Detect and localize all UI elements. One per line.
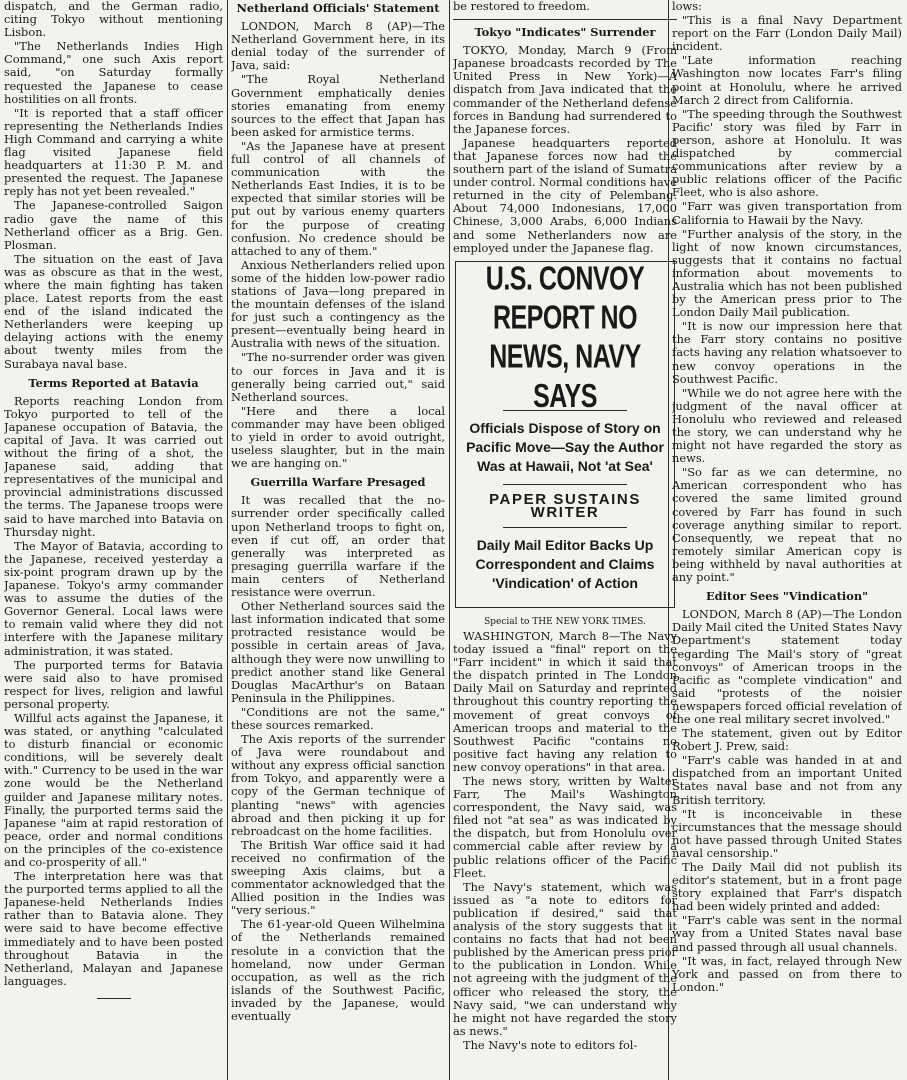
paragraph: TOKYO, Monday, March 9 (From Japanese broadcasts recorded by The United Press in New York)—A dispatch from Java indicated that the commander of the Netherland defense forces in Bandung had surrendered to the Japanese forces. xyxy=(453,43,677,136)
column-3 xyxy=(453,0,677,1080)
paragraph: lows: xyxy=(672,0,702,13)
paragraph: The Axis reports of the surrender of Java were roundabout and without any express official sanction from Tokyo, and apparently were a copy of the German technique of planting "news" with agencies abroad and then picking it up for rebroadcast on the home facilities. xyxy=(231,732,445,838)
paragraph: Anxious Netherlanders relied upon some of the hidden low-power radio stations of Java—long prepared in the mountain defenses of the island for just such a contingency as the present—eventually being heard in Australia with news of the situation. xyxy=(231,257,445,351)
paragraph: "Late information reaching Washington now locates Farr's filing point at Honolulu, where he arrived March 2 direct from California. xyxy=(672,53,902,107)
paragraph: "The Royal Netherland Government emphatically denies stories emanating from enemy sources to the effect that Japan has been asked for armistice terms. xyxy=(231,72,445,139)
headline-box xyxy=(455,261,675,608)
paragraph: The news story, written by Walter Farr, The Mail's Washington correspondent, the Navy said, was filed not "at sea" as was indicated by the dispatch, but from Honolulu over commercial cable after review by a public relations officer of the Pacific Fleet. xyxy=(453,774,677,880)
paragraph: The Japanese-controlled Saigon radio gave the name of this Netherland officer as a Brig. Gen. Plosman. xyxy=(4,198,223,252)
paragraph: The 61-year-old Queen Wilhelmina of the Netherlands remained resolute in a conviction that the homeland, now under German occupation, as well as the rich islands of the Southwest Pacific, invaded by the Japanese, would eventually xyxy=(231,917,445,1024)
column-4 xyxy=(672,0,902,1080)
paragraph: "It is reported that a staff officer representing the Netherlands Indies High Command and carrying a white flag visited Japanese field headquarters at 11:30 P. M. and presented the request. The Japanese reply has not yet been revealed." xyxy=(4,105,223,199)
paragraph: The Navy's note to editors fol- xyxy=(463,1037,638,1052)
paragraph: "It was, in fact, relayed through New York and passed on from there to London." xyxy=(672,953,902,994)
paragraph: The Navy's statement, which was issued as "a note to editors for publication if desired," said that analysis of the story suggests that it contains no facts that had not been published by the American press prior to the publication in London. While not agreeing with the judgment of the officer who released the story, the Navy said, "we can understand why he might not have regarded the story as news." xyxy=(453,879,677,1038)
paragraph: Japanese headquarters reported that Japanese forces now had the southern part of the island of Sumatra under control. Normal conditions have returned in the city of Pelembang. About 74,000 Indonesians, 17,000 Chinese, 3,000 Arabs, 6,000 Indians and some Netherlanders now are employed under the Japanese flag. xyxy=(453,135,677,255)
paragraph: "The speeding through the Southwest Pacific' story was filed by Farr in person, ashore at Honolulu. It was dispatched by commercial communications after review by a public relations officer of the Pacific Fleet, who is also ashore. xyxy=(672,106,902,200)
paragraph: The purported terms for Batavia were said also to have promised respect for lives, religion and lawful personal property. xyxy=(4,657,223,711)
paragraph: "Farr's cable was sent in the normal way from a United States naval base and passed through all usual channels. xyxy=(672,913,902,954)
end-rule xyxy=(97,998,131,999)
paragraph: "The no-surrender order was given to our forces in Java and it is generally being carried out," said Netherland sources. xyxy=(231,350,445,404)
paragraph: The statement, given out by Editor Robert J. Prew, said: xyxy=(672,726,902,754)
deck-rule xyxy=(503,484,627,485)
subheading: Guerrilla Warfare Presaged xyxy=(250,475,426,490)
paragraph: be restored to freedom. xyxy=(453,0,590,13)
subheading: Netherland Officials' Statement xyxy=(236,1,440,15)
paragraph: "This is a final Navy Department report on the Farr (London Daily Mail) incident. xyxy=(672,13,902,54)
paragraph: "While we do not agree here with the judgment of the naval officer at Honolulu who reviewed and released the story, we can understand why he might not have regarded the story as news. xyxy=(672,385,902,466)
paragraph: The British War office said it had received no confirmation of the sweeping Axis claims, but a commentator acknowledged that the Allied position in the Indies was "very serious." xyxy=(231,837,445,918)
special-credit: Special to THE NEW YORK TIMES. xyxy=(484,616,646,627)
deck-headline: Officials Dispose of Story on Pacific Move—Say the Author Was at Hawaii, Not 'at Sea' xyxy=(466,419,664,474)
section-rule xyxy=(453,19,677,20)
paragraph: LONDON, March 8 (AP)—The Netherland Government here, in its denial today of the surrender of Java, said: xyxy=(231,19,445,73)
column-2 xyxy=(231,0,445,1080)
paragraph: "As the Japanese have at present full control of all channels of communication with the Netherlands East Indies, it is to be expected that similar stories will be put out by various enemy quarters for the purpose of creating confusion. No credence should be attached to any of them." xyxy=(231,138,445,258)
deck-headline: Daily Mail Editor Backs Up Correspondent and Claims 'Vindication' of Action xyxy=(475,536,655,591)
paragraph: "Conditions are not the same," these sources remarked. xyxy=(231,704,445,732)
deck-headline: PAPER SUSTAINS WRITER xyxy=(489,490,641,521)
subheading: Tokyo "Indicates" Surrender xyxy=(474,25,656,40)
paragraph: Reports reaching London from Tokyo purported to tell of the Japanese occupation of Batavia, the capital of Java. It was carried out without the firing of a shot, the Japanese said, adding that representatives of the municipal and provincial administrations discussed the terms. The Japanese troops were said to have marched into Batavia on Thursday night. xyxy=(4,393,223,539)
paragraph: "Farr's cable was handed in at and dispatched from an important United States naval base and not from any British territory. xyxy=(672,753,902,807)
column-rule xyxy=(449,0,450,1080)
subheading: Editor Sees "Vindication" xyxy=(705,589,869,604)
paragraph: Willful acts against the Japanese, it was stated, or anything "calculated to disturb financial or economic conditions, will be severely dealt with." Currency to be used in the war zone would be the Netherland guilder and Japanese military notes. Finally, the purported terms said the Japanese "aim at rapid restoration of peace, order and normal conditions on the principles of the co-existence and co-prosperity of all." xyxy=(4,710,223,869)
column-rule xyxy=(227,0,228,1080)
paragraph: "It is now our impression here that the Farr story contains no positive facts having any relation whatsoever to new convoy operations in the Southwest Pacific. xyxy=(672,319,902,386)
paragraph: The interpretation here was that the purported terms applied to all the Japanese-held Netherlands Indies rather than to Batavia alone. They were said to have become effective immediately and to have been posted throughout Batavia in the Netherland, Malayan and Japanese languages. xyxy=(4,869,223,988)
subheading: Terms Reported at Batavia xyxy=(28,375,199,390)
paragraph: "The Netherlands Indies High Command," one such Axis report said, "on Saturday formally requested the Japanese to cease hostilities on all fronts. xyxy=(4,39,223,106)
paragraph: "So far as we can determine, no American correspondent who has covered the same limited ground covered by Farr has found in such coverage anything similar to report. Consequently, we repeat that no remotely similar American copy is being withheld by naval authorities at any point." xyxy=(672,465,902,585)
main-headline: U.S. CONVOY REPORT NO NEWS, NAVY SAYS xyxy=(485,259,645,415)
deck-rule xyxy=(503,527,627,528)
paragraph: "Here and there a local commander may have been obliged to yield in order to avoid outright, useless slaughter, but in the main we are hanging on." xyxy=(231,403,445,471)
paragraph: LONDON, March 8 (AP)—The London Daily Mail cited the United States Navy Department's statement today regarding The Mail's story of "great convoys" of American troops in the Pacific as "complete vindication" and said "protests of the noisier newspapers forced official revelation of the one real military secret involved." xyxy=(672,607,902,726)
paragraph: It was recalled that the no-surrender order specifically called upon Netherland troops to fight on, even if cut off, an order that generally was interpreted as presaging guerrilla warfare if the main centers of Netherland resistance were overrun. xyxy=(231,493,445,600)
paragraph: "Further analysis of the story, in the light of now known circumstances, suggests that it contains no factual information about movements to Australia which has not been published by the American press prior to The London Daily Mail publication. xyxy=(672,226,902,320)
paragraph: The situation on the east of Java was as obscure as that in the west, where the main fighting has taken place. Latest reports from the east end of the island indicated the Netherlanders were keeping up delaying actions with the enemy about twenty miles from the Surabaya naval base. xyxy=(4,251,223,371)
column-1 xyxy=(4,0,223,1080)
paragraph: "Farr was given transportation from California to Hawaii by the Navy. xyxy=(672,199,902,227)
paragraph: WASHINGTON, March 8—The Navy today issued a "final" report on the "Farr incident" in which it said that the dispatch printed in The London Daily Mail on Saturday and reprinted throughout this country reporting the movement of great convoys of American troops and material to the Southwest Pacific "contains no positive fact having any relation to new convoy operations" in that area. xyxy=(453,628,677,774)
paragraph: The Daily Mail did not publish its editor's statement, but in a front page story explained that Farr's dispatch had been widely printed and added: xyxy=(672,860,902,914)
paragraph: "It is inconceivable in these circumstances that the message should not have passed through United States naval censorship." xyxy=(672,806,902,860)
paragraph: dispatch, and the German radio, citing Tokyo without mentioning Lisbon. xyxy=(4,0,223,40)
paragraph: The Mayor of Batavia, according to the Japanese, received yesterday a six-point program drawn up by the Japanese. Tokyo's army commander was to assume the duties of the Governor General. Local laws were to remain valid where they did not interfere with the Japanese military administration, it was stated. xyxy=(4,538,223,658)
paragraph: Other Netherland sources said the last information indicated that some protracted resistance would be possible in certain areas of Java, although they were now unwilling to predict another stand like General Douglas MacArthur's on Bataan Peninsula in the Philippines. xyxy=(231,599,445,705)
